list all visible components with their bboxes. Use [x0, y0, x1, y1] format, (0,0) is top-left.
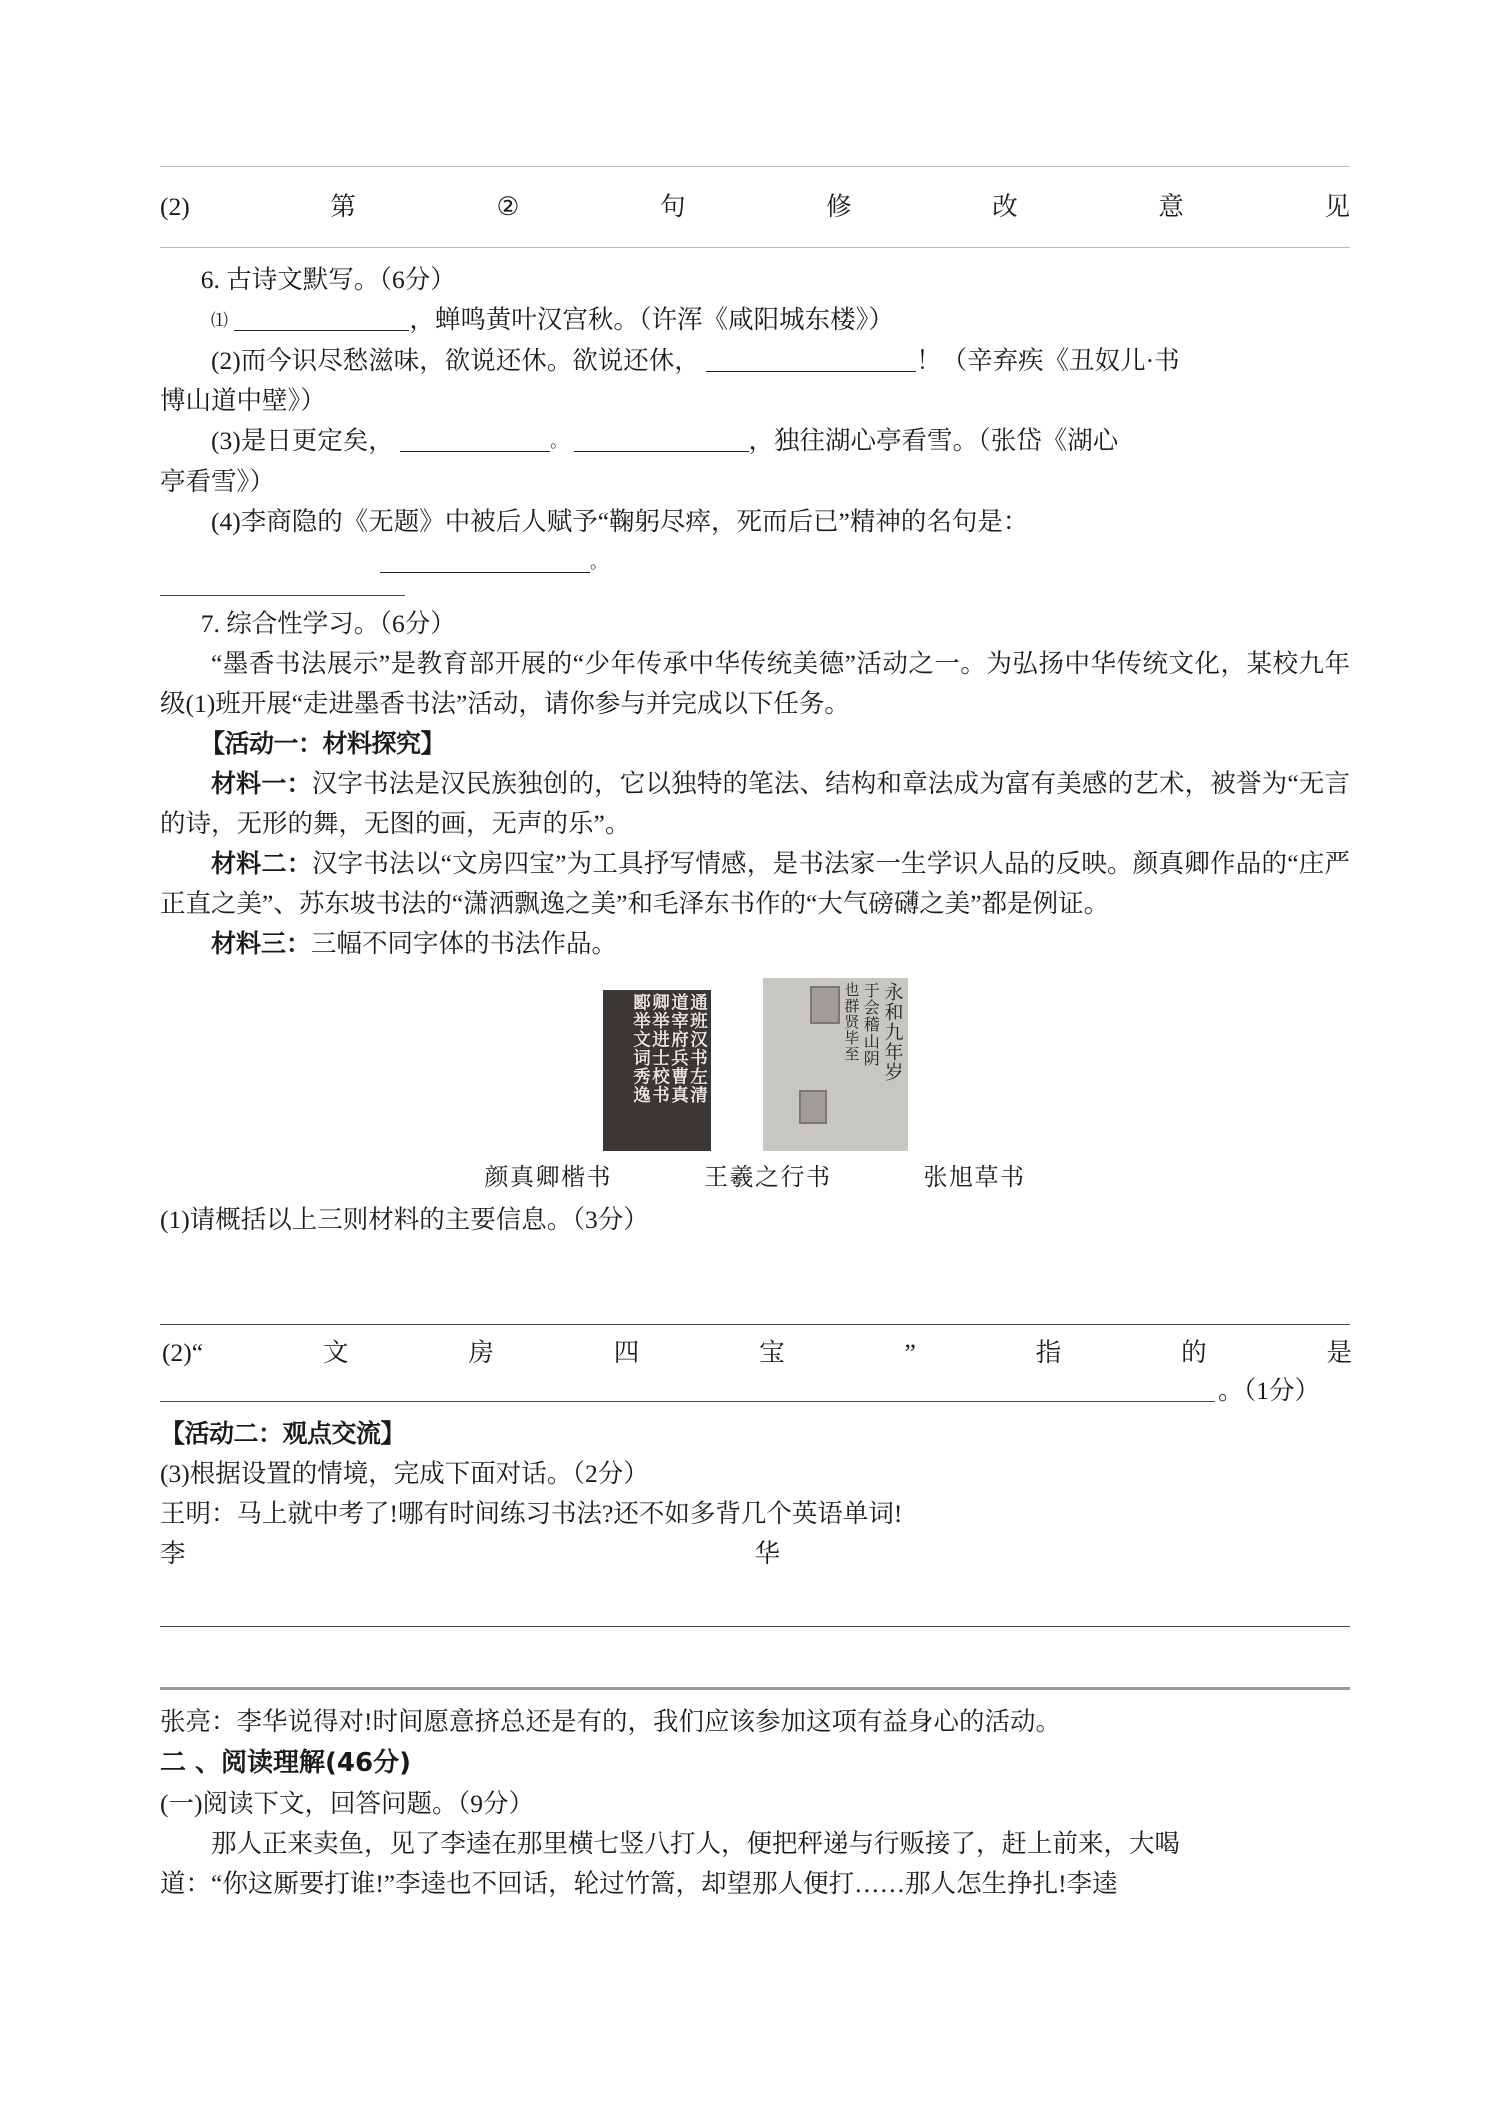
q6-item-2-wrap: 博山道中壁》） — [160, 386, 326, 415]
q7-sub2-row — [160, 1333, 1352, 1373]
q6-item-text: ，蝉鸣黄叶汉宫秋。（许浑《咸阳城东楼》） — [409, 305, 894, 334]
material-label: 材料三： — [211, 929, 312, 958]
dialogue-speaker-2: 华 — [754, 1539, 780, 1568]
q7-sub2-cell: 房 — [468, 1338, 494, 1367]
figure-caption: 颜真卿楷书 — [484, 1165, 612, 1191]
q5-row-cell: 修 — [826, 192, 852, 221]
fill-blank[interactable] — [400, 451, 550, 452]
dialogue-text: 马上就中考了!哪有时间练习书法?还不如多背几个英语单词! — [236, 1499, 903, 1528]
calligraphy-figures — [160, 978, 1350, 1151]
part-two-heading: 二 、阅读理解(46分) — [160, 1748, 411, 1778]
figure-caption: 张旭草书 — [923, 1165, 1026, 1191]
q7-sub2-cell: 四 — [613, 1338, 640, 1367]
xingshu-lanting-image — [763, 978, 908, 1151]
q7-sub2-cell: ” — [904, 1338, 916, 1367]
q6-item-4 — [160, 502, 1350, 542]
kaishu-column: 卿举进士校书 — [649, 993, 670, 1104]
q5-row-cell: 句 — [659, 192, 686, 221]
q7-intro: “墨香书法展示”是教育部开展的“少年传承中华传统美德”活动之一。为弘扬中华传统文化，某校九年级(1)班开展“走进墨香书法”活动，请你参与并完成以下任务。 — [160, 649, 1350, 718]
q5-answer-row — [160, 187, 1350, 227]
dialogue-zhangliang — [160, 1702, 1350, 1742]
q6-heading: 6. 古诗文默写。（6分） — [200, 265, 456, 294]
q7-sub2-cell: 宝 — [759, 1338, 785, 1367]
q6-item-4-period: 。 — [590, 553, 607, 572]
dialogue-speaker: 王明： — [160, 1499, 237, 1528]
xingshu-column: 永和九年岁 — [881, 982, 904, 1082]
xingshu-column: 也群贤毕至 — [842, 982, 861, 1062]
q6-item-2 — [160, 341, 1350, 381]
q5-row-cell: (2) — [160, 192, 190, 221]
dialogue-speaker: 李 — [160, 1539, 186, 1568]
passage-line-2: 道：“你这厮要打谁!”李逵也不回话，轮过竹篙，却望那人便打……那人怎生挣扎!李逵 — [160, 1869, 1118, 1898]
q6-item-number: (2) — [211, 346, 241, 375]
kaishu-rubbing-image — [603, 990, 711, 1151]
figure-captions — [160, 1157, 1350, 1192]
q6-item-number: (4) — [211, 507, 241, 536]
fill-blank[interactable] — [706, 371, 916, 372]
page-content — [160, 0, 1350, 1904]
q7-sub2-cell: 的 — [1181, 1338, 1207, 1367]
q6-item-text-after: ，独往湖心亭看雪。（张岱《湖心 — [748, 426, 1119, 455]
fill-blank[interactable] — [574, 451, 749, 452]
q5-row-cell: 改 — [992, 192, 1018, 221]
material-one — [160, 764, 1350, 844]
dialogue-text: 李华说得对!时间愿意挤总还是有的，我们应该参加这项有益身心的活动。 — [236, 1707, 1062, 1736]
material-label: 材料二： — [211, 849, 312, 878]
material-three — [160, 924, 1350, 964]
q6-item-text: 是日更定矣， — [240, 426, 394, 455]
q6-item-3 — [160, 421, 1350, 462]
dialogue-wangming — [160, 1494, 1350, 1534]
q5-row-cell: 意 — [1158, 192, 1184, 221]
dialogue-lihua-blank — [160, 1534, 780, 1574]
q6-item-number: ⑴ — [211, 311, 228, 330]
q6-item-1 — [160, 300, 1350, 341]
part-two-sub: (一)阅读下文，回答问题。（9分） — [160, 1789, 534, 1818]
passage-line-1: 那人正来卖鱼，见了李逵在那里横七竖八打人，便把秤递与行贩接了，赶上前来，大喝 — [211, 1829, 1181, 1858]
q6-item-mid: 。 — [550, 432, 568, 451]
q7-sub2-cell: 文 — [322, 1338, 349, 1367]
dialogue-speaker: 张亮： — [160, 1707, 237, 1736]
q7-sub2-tail: 。（1分） — [1218, 1376, 1321, 1405]
q7-sub2-cell: 指 — [1035, 1338, 1062, 1367]
material-text: 三幅不同字体的书法作品。 — [311, 929, 618, 958]
q6-item-text: 而今识尽愁滋味，欲说还休。欲说还休， — [240, 346, 700, 375]
material-text: 汉字书法以“文房四宝”为工具抒写情感，是书法家一生学识人品的反映。颜真卿作品的“庄严正直之美”、苏东坡书法的“潇洒飘逸之美”和毛泽东书作的“大气磅礴之美”都是例证。 — [160, 849, 1350, 918]
q6-item-4-answer — [160, 542, 1350, 583]
fill-blank[interactable] — [234, 330, 409, 331]
q7-sub2-answer-line — [160, 1376, 1350, 1405]
fill-blank[interactable] — [380, 572, 590, 573]
activity-two-title: 【活动二：观点交流】 — [160, 1419, 406, 1448]
figure-caption: 王羲之行书 — [704, 1165, 832, 1191]
kaishu-column: 郾举文词秀逸 — [630, 993, 651, 1104]
q6-item-text: 李商隐的《无题》中被后人赋予“鞠躬尽瘁，死而后已”精神的名句是： — [240, 507, 1029, 536]
xingshu-column: 于会稽山阴 — [861, 982, 881, 1067]
material-two — [160, 844, 1350, 924]
q6-item-text-after: ！（辛弃疾《丑奴儿·书 — [916, 346, 1180, 375]
q5-row-cell: 见 — [1324, 192, 1350, 221]
q6-item-3-wrap: 亭看雪》） — [160, 467, 275, 496]
material-label: 材料一： — [211, 769, 312, 798]
q7-sub3: (3)根据设置的情境，完成下面对话。（2分） — [160, 1459, 649, 1488]
kaishu-column: 通班汉书左清 — [687, 993, 708, 1104]
activity-one-title: 【活动一：材料探究】 — [200, 729, 446, 758]
q6-item-number: (3) — [211, 426, 241, 455]
material-text: 汉字书法是汉民族独创的，它以独特的笔法、结构和章法成为富有美感的艺术，被誉为“无言的诗，无形的舞，无图的画，无声的乐”。 — [160, 769, 1350, 838]
kaishu-column: 道宰府兵曹真 — [668, 993, 689, 1104]
q7-sub2-cell: (2)“ — [162, 1338, 204, 1367]
q7-heading: 7. 综合性学习。（6分） — [200, 609, 456, 638]
q7-sub2-cell: 是 — [1326, 1338, 1352, 1367]
seal-stamp-icon — [810, 986, 840, 1024]
q5-row-cell: ② — [496, 192, 520, 221]
q5-row-cell: 第 — [330, 192, 356, 221]
q7-sub1: (1)请概括以上三则材料的主要信息。（3分） — [160, 1205, 649, 1234]
seal-stamp-icon — [799, 1090, 827, 1124]
